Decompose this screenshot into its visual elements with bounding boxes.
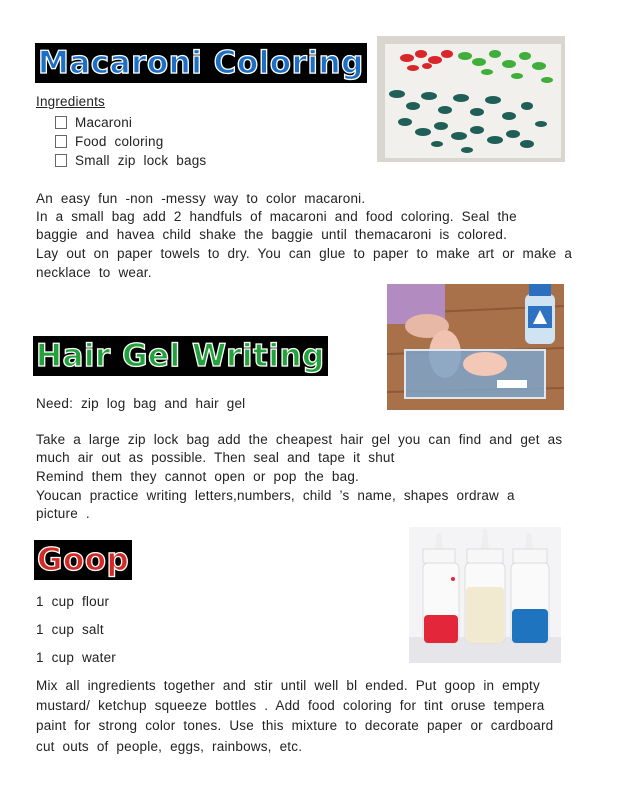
ingredient-item: Small zip lock bags [55,152,206,170]
hair-gel-text-line: Take a large zip lock bag add the cheapest hair gel you can find and get as [36,432,563,447]
goop-ingredient: 1 cup salt [36,622,104,637]
goop-text-line: mustard/ ketchup squeeze bottles . Add food coloring for tint oruse tempera [36,698,545,713]
macaroni-title: Macaroni Coloring [35,43,367,83]
hair-gel-text-line: Youcan practice writing letters,numbers, child ’s name, shapes ordraw a [36,488,515,503]
hair-gel-text-line: much air out as possible. Then seal and tape it shut [36,450,395,465]
goop-title: Goop [34,540,132,580]
macaroni-photo [377,36,565,162]
ingredient-item: Food coloring [55,133,163,151]
goop-text-line: Mix all ingredients together and stir until well bl ended. Put goop in empty [36,678,540,693]
hair-gel-photo [387,284,564,410]
hair-gel-need: Need: zip log bag and hair gel [36,396,246,411]
macaroni-text-line: Lay out on paper towels to dry. You can glue to paper to make art or make a [36,246,573,261]
goop-ingredient: 1 cup flour [36,594,110,609]
ingredient-item: Macaroni [55,114,132,132]
macaroni-text-line: An easy fun -non -messy way to color macaroni. [36,191,366,206]
ingredients-heading: Ingredients [36,94,105,109]
hair-gel-text-line: picture . [36,506,90,521]
macaroni-text-line: necklace to wear. [36,265,152,280]
hair-gel-title: Hair Gel Writing [33,336,328,376]
checkbox-bullet-icon [55,116,67,129]
macaroni-text-line: baggie and havea child shake the baggie until themacaroni is colored. [36,227,508,242]
goop-bottles-photo [409,527,561,663]
goop-text-line: paint for strong color tones. Use this mixture to decorate paper or cardboard [36,718,554,733]
goop-ingredient: 1 cup water [36,650,116,665]
goop-text-line: cut outs of people, eggs, rainbows, etc. [36,739,303,754]
checkbox-bullet-icon [55,135,67,148]
macaroni-text-line: In a small bag add 2 handfuls of macaroni and food coloring. Seal the [36,209,517,224]
checkbox-bullet-icon [55,154,67,167]
hair-gel-text-line: Remind them they cannot open or pop the bag. [36,469,359,484]
